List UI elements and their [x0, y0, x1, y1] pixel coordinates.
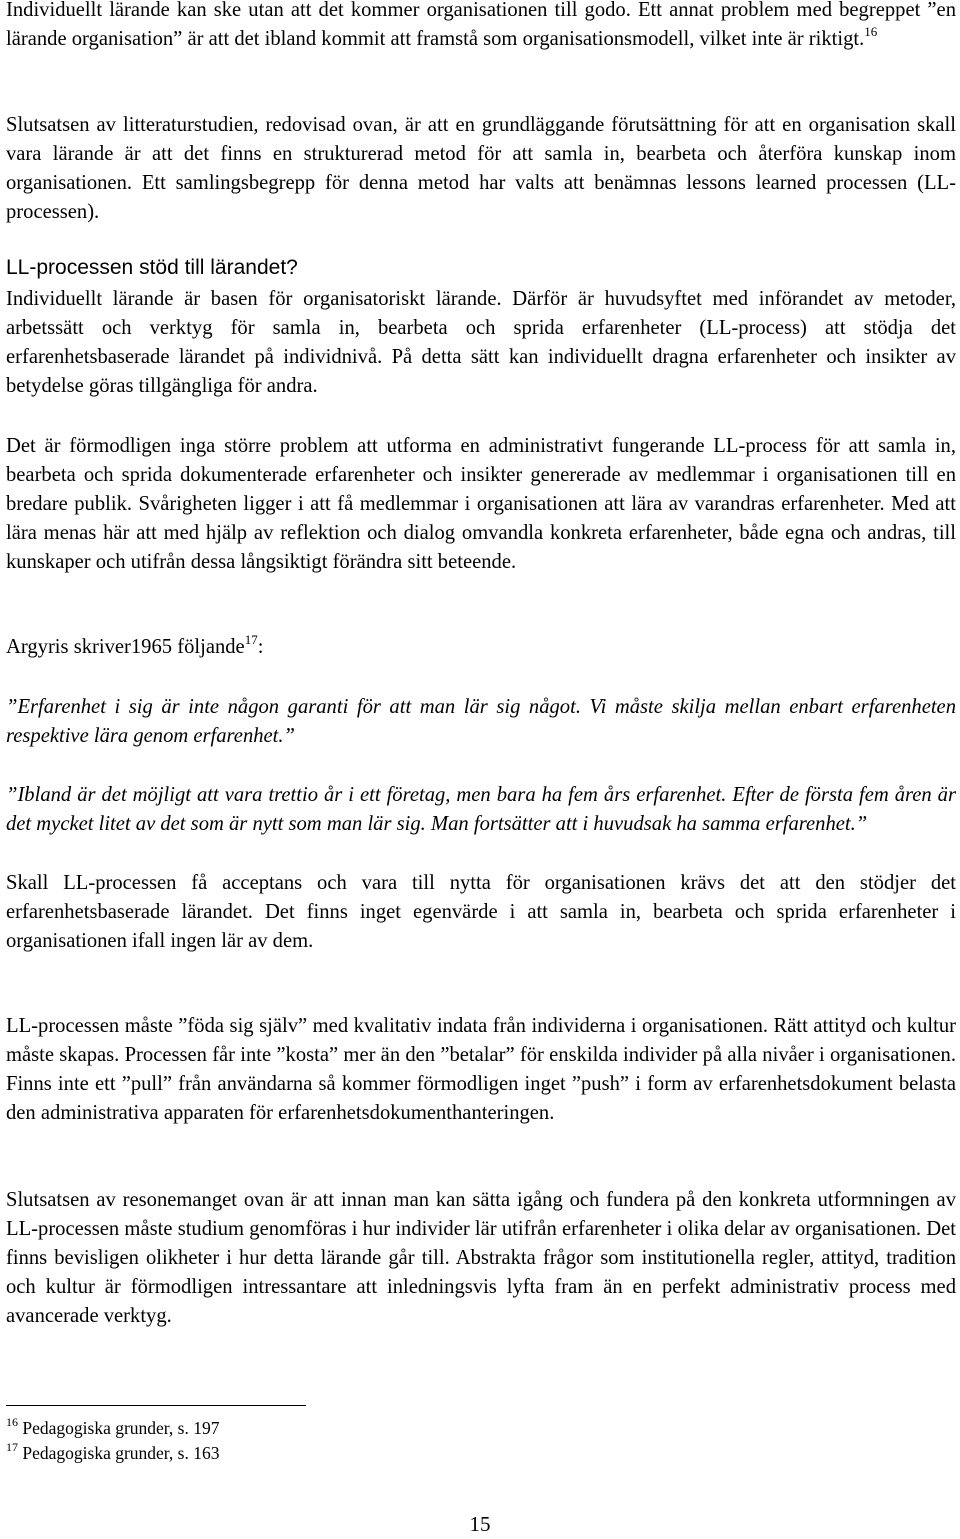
quote-one: ”Erfarenhet i sig är inte någon garanti för att man lär sig något. Vi måste skilja mellan enbart erfarenheten respektive lära genom erfarenhet.”	[6, 696, 956, 747]
footnote-separator	[6, 1405, 306, 1406]
footnote-16-text: Pedagogiska grunder, s. 197	[22, 1418, 220, 1438]
argyris-text: Argyris skriver1965 följande	[6, 636, 245, 658]
page-number: 15	[469, 1512, 491, 1536]
paragraph-argyris-intro	[6, 633, 956, 662]
paragraph-individual-learning: Individuellt lärande är basen för organisatoriskt lärande. Därför är huvudsyftet med införandet av metoder, arbetssätt och verktyg för samla in, bearbeta och sprida erfarenheter (LL-process) att stödja det erfarenhetsbaserade lärandet på individnivå. På detta sätt kan individuellt dragna erfarenheter och insikter av betydelse göras tillgängliga för andra.	[6, 288, 956, 397]
paragraph-conclusion-literature: Slutsatsen av litteraturstudien, redovisad ovan, är att en grundläggande förutsättning för att en organisation skall vara lärande är att det finns en strukturerad metod för att samla in, bearbeta och återföra kunskap inom organisationen. Ett samlingsbegrepp för denna metod har valts att benämnas lessons learned processen (LL-processen).	[6, 114, 956, 223]
paragraph-acceptance: Skall LL-processen få acceptans och vara till nytta för organisationen krävs det att den stödjer det erfarenhetsbaserade lärandet. Det finns inget egenvärde i att samla in, bearbeta och sprida erfarenheter i organisationen ifall ingen lär av dem.	[6, 872, 956, 952]
paragraph-intro-text: Individuellt lärande kan ske utan att det kommer organisationen till godo. Ett annat problem med begreppet ”en lärande organisation” är att det ibland kommit att framstå som organisationsmodell, vilket inte är riktigt.	[6, 0, 956, 50]
footnote-16	[6, 1417, 220, 1439]
quote-two: ”Ibland är det möjligt att vara trettio år i ett företag, men bara ha fem års erfarenhet. Efter de första fem åren är det mycket litet av det som är nytt som man lär sig. Man fortsätter att i huvudsak ha samma erfarenhet.”	[6, 784, 956, 835]
footnote-ref-17: 17	[244, 632, 258, 648]
paragraph-intro	[6, 0, 956, 54]
paragraph-feed-itself: LL-processen måste ”föda sig själv” med kvalitativ indata från individerna i organisationen. Rätt attityd och kultur måste skapas. Processen får inte ”kosta” mer än den ”betalar” för enskilda individer på alla nivåer i organisationen. Finns inte ett ”pull” från användarna så kommer förmodligen inget ”push” i form av erfarenhetsdokument belasta den administrativa apparaten för erfarenhetsdokumenthanteringen.	[6, 1015, 956, 1124]
footnote-17-number: 17	[6, 1440, 18, 1455]
section-heading: LL-processen stöd till lärandet?	[6, 256, 298, 279]
paragraph-final-conclusion: Slutsatsen av resonemanget ovan är att innan man kan sätta igång och fundera på den konkreta utformningen av LL-processen måste studium genomföras i hur individer lär utifrån erfarenheter i olika delar av organisationen. Det finns bevisligen olikheter i hur detta lärande går till. Abstrakta frågor som institutionella regler, attityd, tradition och kultur är förmodligen intressantare att inledningsvis lyfta fram än en perfekt administrativ process med avancerade verktyg.	[6, 1189, 956, 1327]
footnote-16-number: 16	[6, 1415, 18, 1430]
footnote-ref-16: 16	[864, 24, 878, 40]
footnote-17	[6, 1442, 220, 1464]
argyris-colon: :	[257, 636, 264, 658]
paragraph-administrative-process: Det är förmodligen inga större problem att utforma en administrativt fungerande LL-process för att samla in, bearbeta och sprida dokumenterade erfarenheter och insikter genererade av medlemmar i organisationen till en bredare publik. Svårigheten ligger i att få medlemmar i organisationen att lära av varandras erfarenheter. Med att lära menas här att med hjälp av reflektion och dialog omvandla konkreta erfarenheter, både egna och andras, till kunskaper och utifrån dessa långsiktigt förändra sitt beteende.	[6, 435, 956, 573]
footnote-17-text: Pedagogiska grunder, s. 163	[22, 1443, 220, 1463]
